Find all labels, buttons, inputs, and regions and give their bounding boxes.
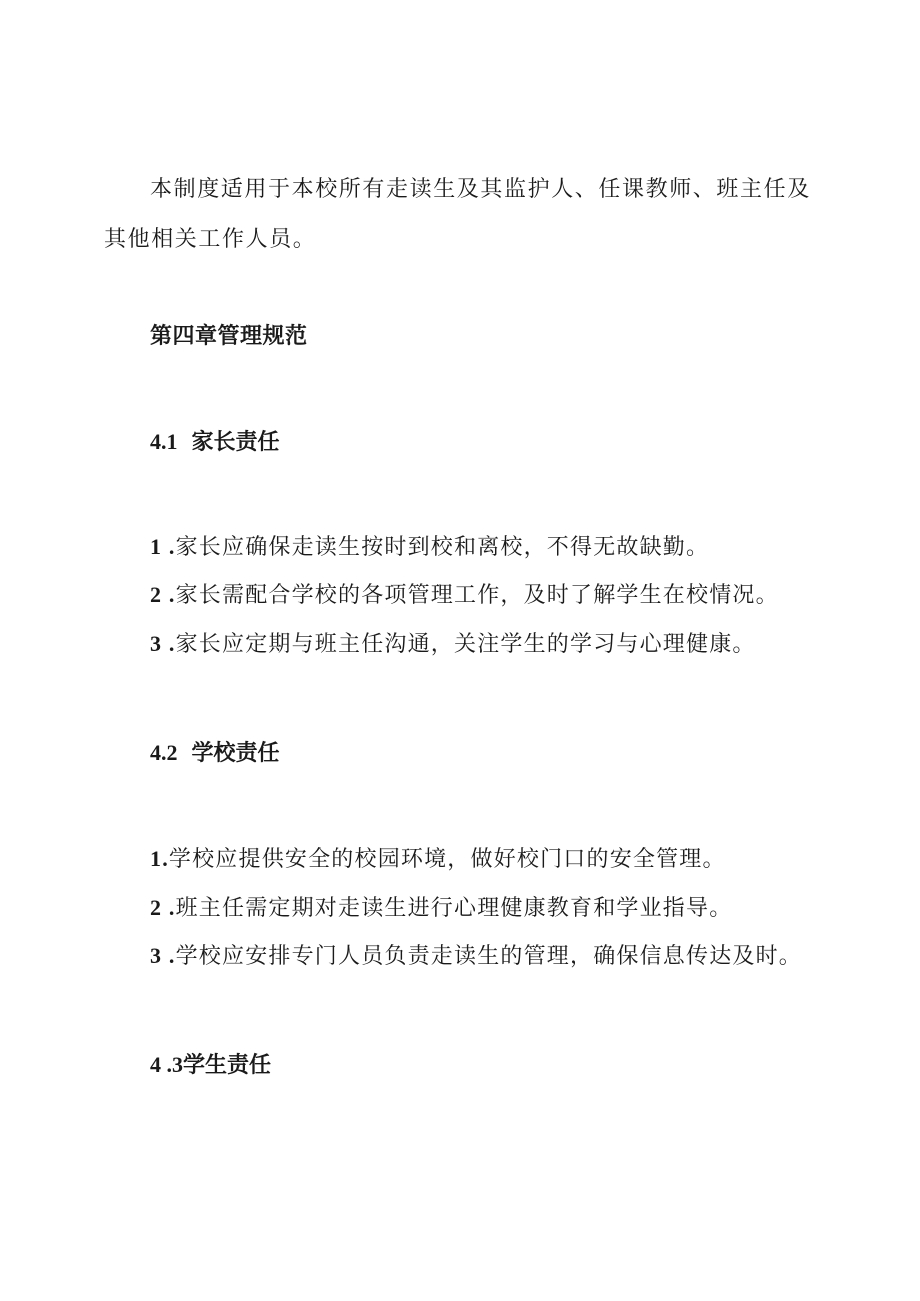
list-item-number: 2 . [150, 895, 176, 920]
list-item [150, 532, 709, 563]
list-item-text: 家长应定期与班主任沟通，关注学生的学习与心理健康。 [175, 632, 756, 657]
section-title: 学生责任 [183, 1053, 272, 1078]
list-item-number: 3 . [150, 943, 176, 968]
list-item-text: 班主任需定期对走读生进行心理健康教育和学业指导。 [175, 896, 733, 921]
list-item [150, 941, 802, 972]
list-item-text: 学校应提供安全的校园环境，做好校门口的安全管理。 [168, 847, 726, 872]
chapter-title: 第四章管理规范 [150, 324, 308, 349]
list-item-text: 家长应确保走读生按时到校和离校，不得无故缺勤。 [175, 535, 710, 560]
list-item-number: 2 . [150, 582, 176, 607]
section-title: 学校责任 [191, 741, 280, 766]
intro-paragraph-line-1: 本制度适用于本校所有走读生及其监护人、任课教师、班主任及 [150, 177, 811, 202]
list-item-text: 家长需配合学校的各项管理工作，及时了解学生在校情况。 [175, 583, 779, 608]
list-item [150, 893, 732, 924]
list-item-text: 学校应安排专门人员负责走读生的管理，确保信息传达及时。 [175, 944, 803, 969]
section-heading-parent-responsibility [150, 427, 280, 458]
list-item-number: 3 . [150, 631, 176, 656]
intro-paragraph-line-2: 其他相关工作人员。 [104, 227, 317, 252]
list-item [150, 844, 726, 875]
section-heading-student-responsibility [150, 1050, 271, 1081]
list-item-number: 1. [150, 846, 169, 871]
section-number: 4 .3 [150, 1052, 183, 1077]
section-heading-school-responsibility [150, 738, 280, 769]
section-number: 4.2 [150, 740, 178, 765]
list-item-number: 1 . [150, 534, 176, 559]
section-title: 家长责任 [191, 430, 280, 455]
list-item [150, 580, 779, 611]
list-item [150, 629, 756, 660]
section-number: 4.1 [150, 429, 178, 454]
